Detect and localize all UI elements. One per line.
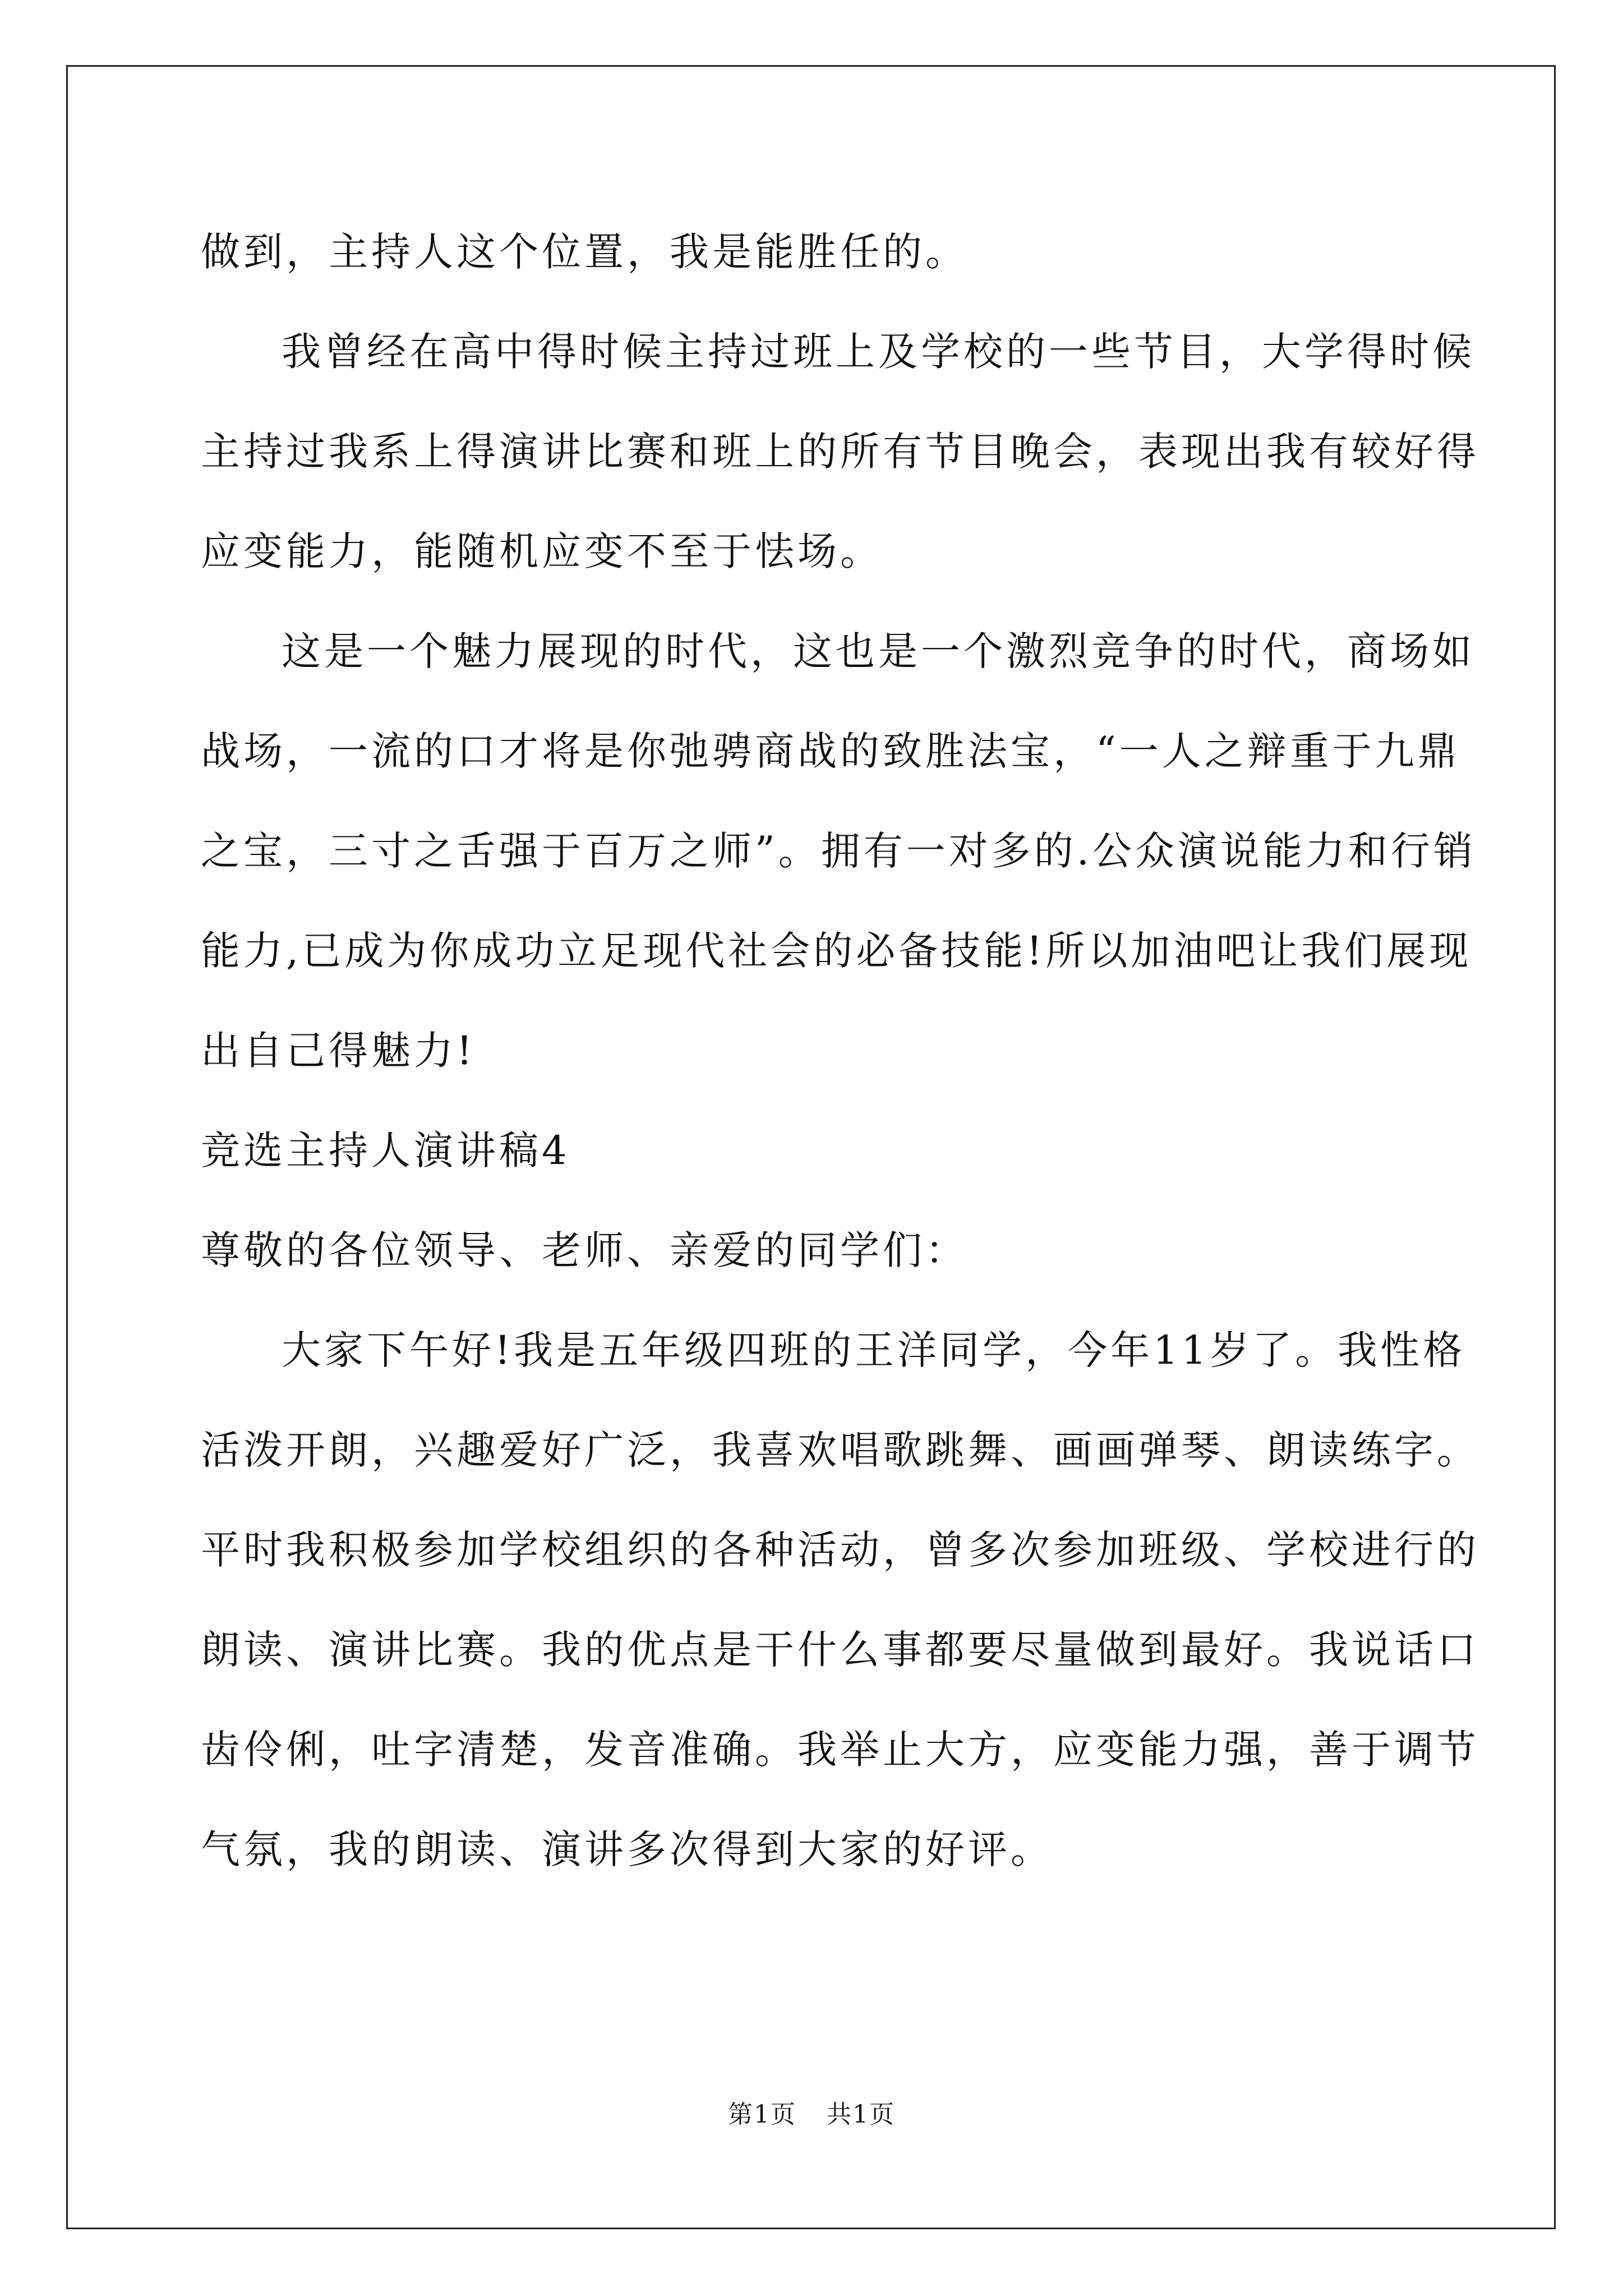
text-line: 应变能力，能随机应变不至于怯场。 <box>201 528 883 574</box>
text-line: 能力,已成为你成功立足现代社会的必备技能!所以加油吧让我们展现 <box>201 928 1472 974</box>
text-line: 做到，主持人这个位置，我是能胜任的。 <box>201 229 968 275</box>
text-line: 气氛，我的朗读、演讲多次得到大家的好评。 <box>201 1826 1053 1872</box>
text-line: 平时我积极参加学校组织的各种活动，曾多次参加班级、学校进行的 <box>201 1527 1479 1573</box>
text-line: 出自己得魅力! <box>201 1028 476 1074</box>
page-total: 共1页 <box>827 2100 895 2129</box>
paragraph-start-line: 大家下午好!我是五年级四班的王洋同学，今年11岁了。我性格 <box>282 1327 1466 1373</box>
text-line: 之宝，三寸之舌强于百万之师”。拥有一对多的.公众演说能力和行销 <box>201 828 1477 874</box>
document-body <box>201 202 1479 1899</box>
text-line: 活泼开朗，兴趣爱好广泛，我喜欢唱歌跳舞、画画弹琴、朗读练字。 <box>201 1427 1479 1473</box>
paragraph-start-line: 我曾经在高中得时候主持过班上及学校的一些节目，大学得时候 <box>282 329 1475 375</box>
text-line: 主持过我系上得演讲比赛和班上的所有节目晚会，表现出我有较好得 <box>201 429 1479 475</box>
text-line: 朗读、演讲比赛。我的优点是干什么事都要尽量做到最好。我说话口 <box>201 1627 1479 1673</box>
text-line: 战场，一流的口才将是你弛骋商战的致胜法宝，“一人之辩重于九鼎 <box>201 728 1460 774</box>
page-footer <box>0 2098 1623 2132</box>
paragraph-start-line: 这是一个魅力展现的时代，这也是一个激烈竞争的时代，商场如 <box>282 628 1475 674</box>
text-line: 齿伶俐，吐字清楚，发音准确。我举止大方，应变能力强，善于调节 <box>201 1727 1479 1773</box>
section-heading: 竞选主持人演讲稿4 <box>201 1128 570 1174</box>
salutation-line: 尊敬的各位领导、老师、亲爱的同学们： <box>201 1227 968 1273</box>
page-number: 第1页 <box>728 2100 796 2129</box>
